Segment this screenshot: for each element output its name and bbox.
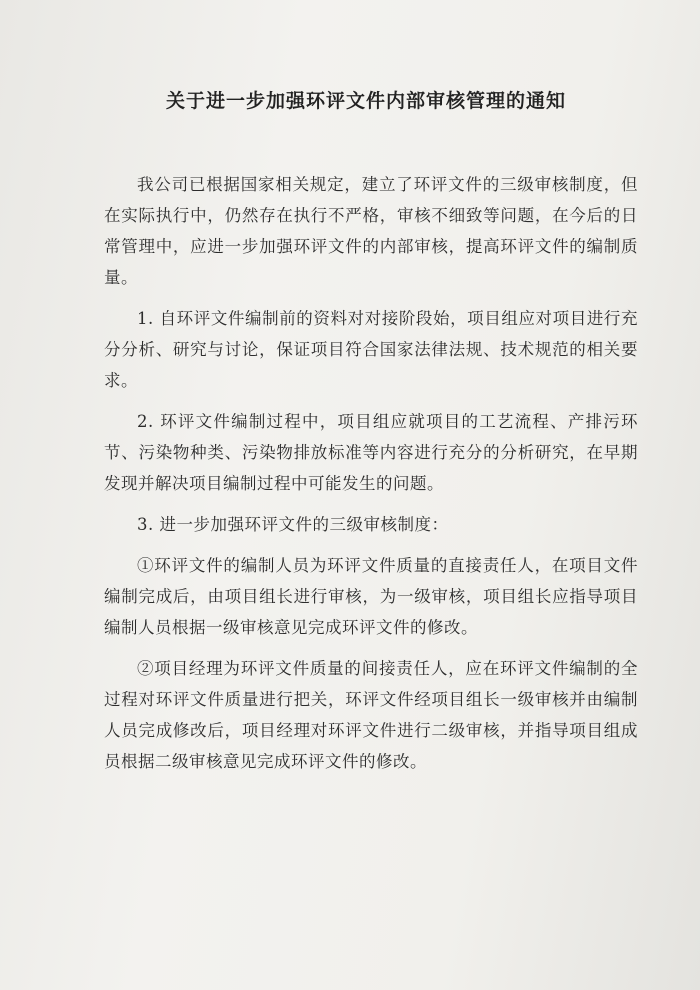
paragraph-sub-item-2: ②项目经理为环评文件质量的间接责任人，应在环评文件编制的全过程对环评文件质量进行把关，环评文件经项目组长一级审核并由编制人员完成修改后，项目经理对环评文件进行二级审核，并指导项目组成员根据二级审核意见完成环评文件的修改。 bbox=[104, 659, 638, 771]
paragraph-intro: 我公司已根据国家相关规定，建立了环评文件的三级审核制度，但在实际执行中，仍然存在执行不严格，审核不细致等问题，在今后的日常管理中，应进一步加强环评文件的内部审核，提高环评文件的编制质量。 bbox=[104, 175, 638, 287]
paragraph-item-3: 3. 进一步加强环评文件的三级审核制度： bbox=[137, 515, 449, 534]
paragraph-item-1: 1. 自环评文件编制前的资料对对接阶段始，项目组应对项目进行充分分析、研究与讨论，保证项目符合国家法律法规、技术规范的相关要求。 bbox=[104, 309, 638, 390]
paragraph-item-2: 2. 环评文件编制过程中，项目组应就项目的工艺流程、产排污环节、污染物种类、污染物排放标准等内容进行充分的分析研究，在早期发现并解决项目编制过程中可能发生的问题。 bbox=[104, 412, 638, 493]
document-title: 关于进一步加强环评文件内部审核管理的通知 bbox=[165, 90, 566, 112]
paragraph-sub-item-1: ①环评文件的编制人员为环评文件质量的直接责任人，在项目文件编制完成后，由项目组长进行审核，为一级审核，项目组长应指导项目编制人员根据一级审核意见完成环评文件的修改。 bbox=[104, 556, 638, 637]
